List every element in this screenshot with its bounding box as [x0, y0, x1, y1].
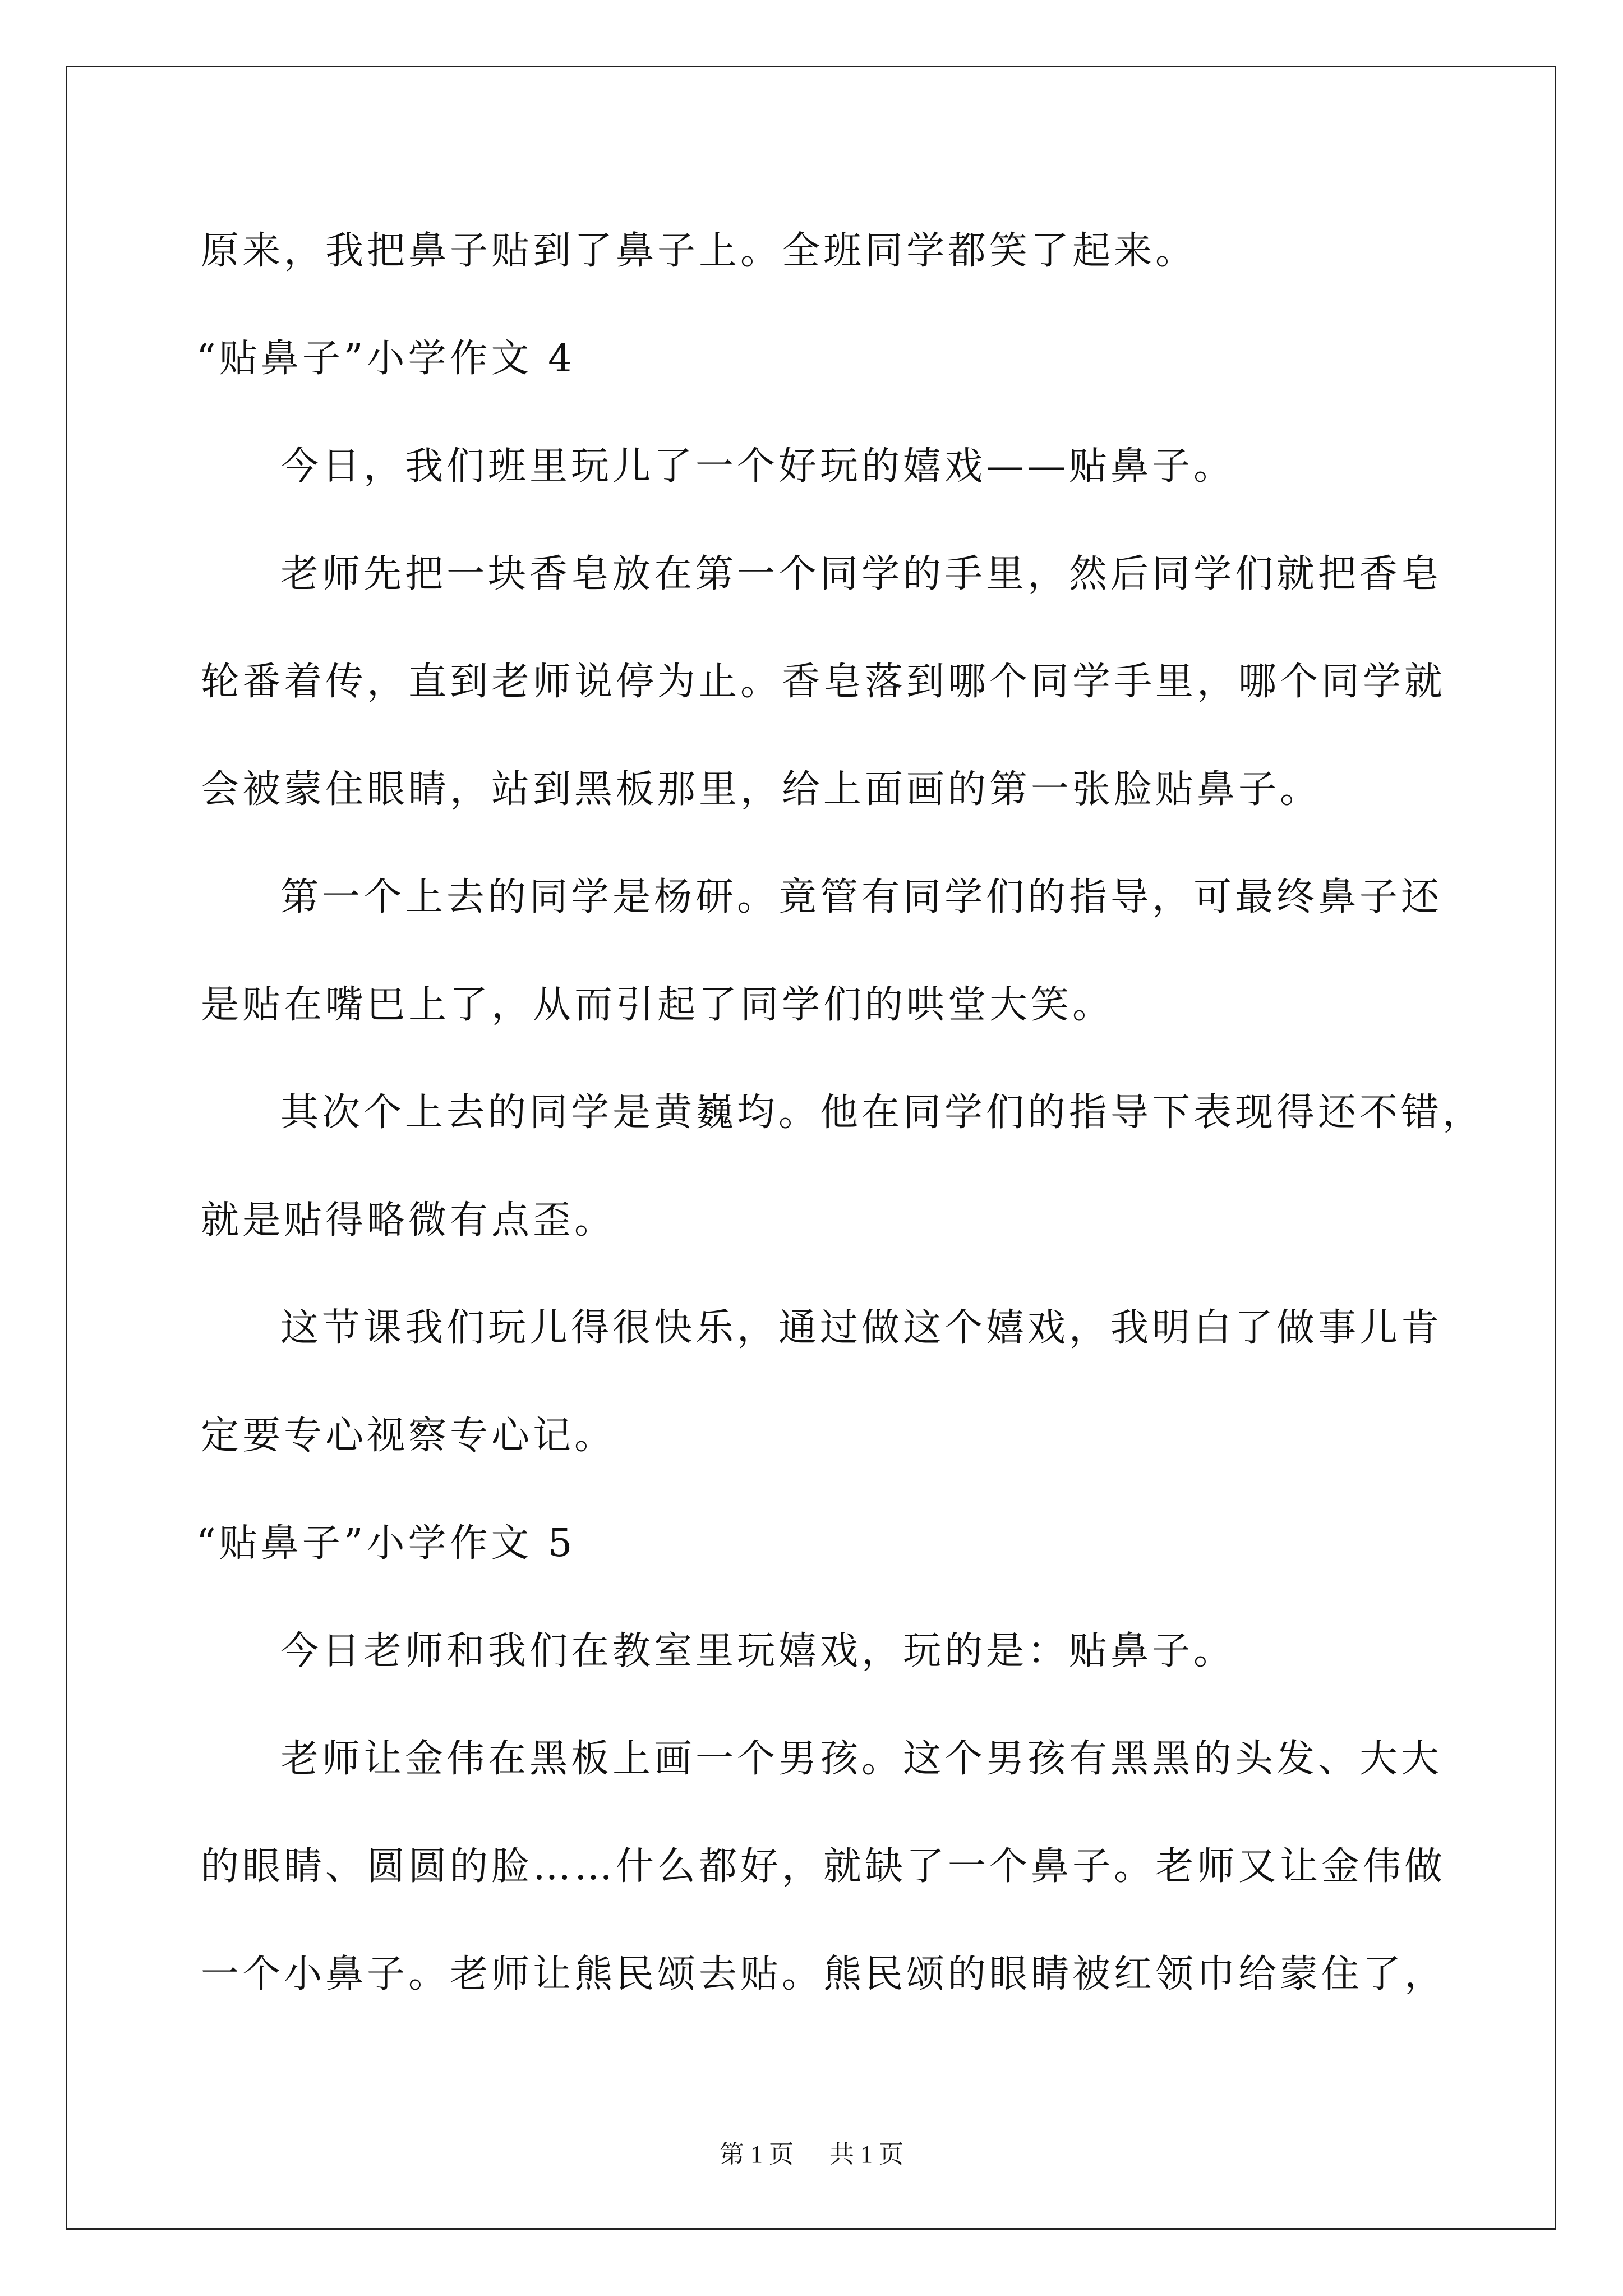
- text-line-7: 第一个上去的同学是杨研。竟管有同学们的指导，可最终鼻子还: [280, 875, 1443, 919]
- text-line-11: 这节课我们玩儿得很快乐，通过做这个嬉戏，我明白了做事儿肯: [280, 1306, 1443, 1350]
- text-line-14: 今日老师和我们在教室里玩嬉戏，玩的是：贴鼻子。: [280, 1629, 1235, 1673]
- text-line-15: 老师让金伟在黑板上画一个男孩。这个男孩有黑黑的头发、大大: [280, 1737, 1443, 1781]
- text-line-16: 的眼睛、圆圆的脸……什么都好，就缺了一个鼻子。老师又让金伟做: [201, 1844, 1446, 1889]
- text-line-3: 今日，我们班里玩儿了一个好玩的嬉戏——贴鼻子。: [280, 444, 1235, 489]
- section-heading-4: “贴鼻子”小学作文 4: [196, 337, 576, 381]
- text-line-5: 轮番着传，直到老师说停为止。香皂落到哪个同学手里，哪个同学就: [201, 660, 1446, 704]
- page-border: [66, 66, 1556, 2230]
- page-number-label: 第 1 页: [720, 2141, 794, 2168]
- text-line-10: 就是贴得略微有点歪。: [201, 1198, 616, 1243]
- text-line-9: 其次个上去的同学是黄巍均。他在同学们的指导下表现得还不错，: [280, 1091, 1484, 1135]
- text-line-12: 定要专心视察专心记。: [201, 1414, 616, 1458]
- text-line-8: 是贴在嘴巴上了，从而引起了同学们的哄堂大笑。: [201, 983, 1114, 1027]
- text-line-6: 会被蒙住眼睛，站到黑板那里，给上面画的第一张脸贴鼻子。: [201, 767, 1322, 812]
- page-footer: [0, 2139, 1623, 2170]
- text-line-4: 老师先把一块香皂放在第一个同学的手里，然后同学们就把香皂: [280, 552, 1443, 596]
- text-line-1: 原来，我把鼻子贴到了鼻子上。全班同学都笑了起来。: [201, 229, 1197, 273]
- text-line-17: 一个小鼻子。老师让熊民颂去贴。熊民颂的眼睛被红领巾给蒙住了，: [201, 1952, 1446, 1996]
- page-total-label: 共 1 页: [829, 2141, 903, 2168]
- section-heading-5: “贴鼻子”小学作文 5: [196, 1521, 576, 1566]
